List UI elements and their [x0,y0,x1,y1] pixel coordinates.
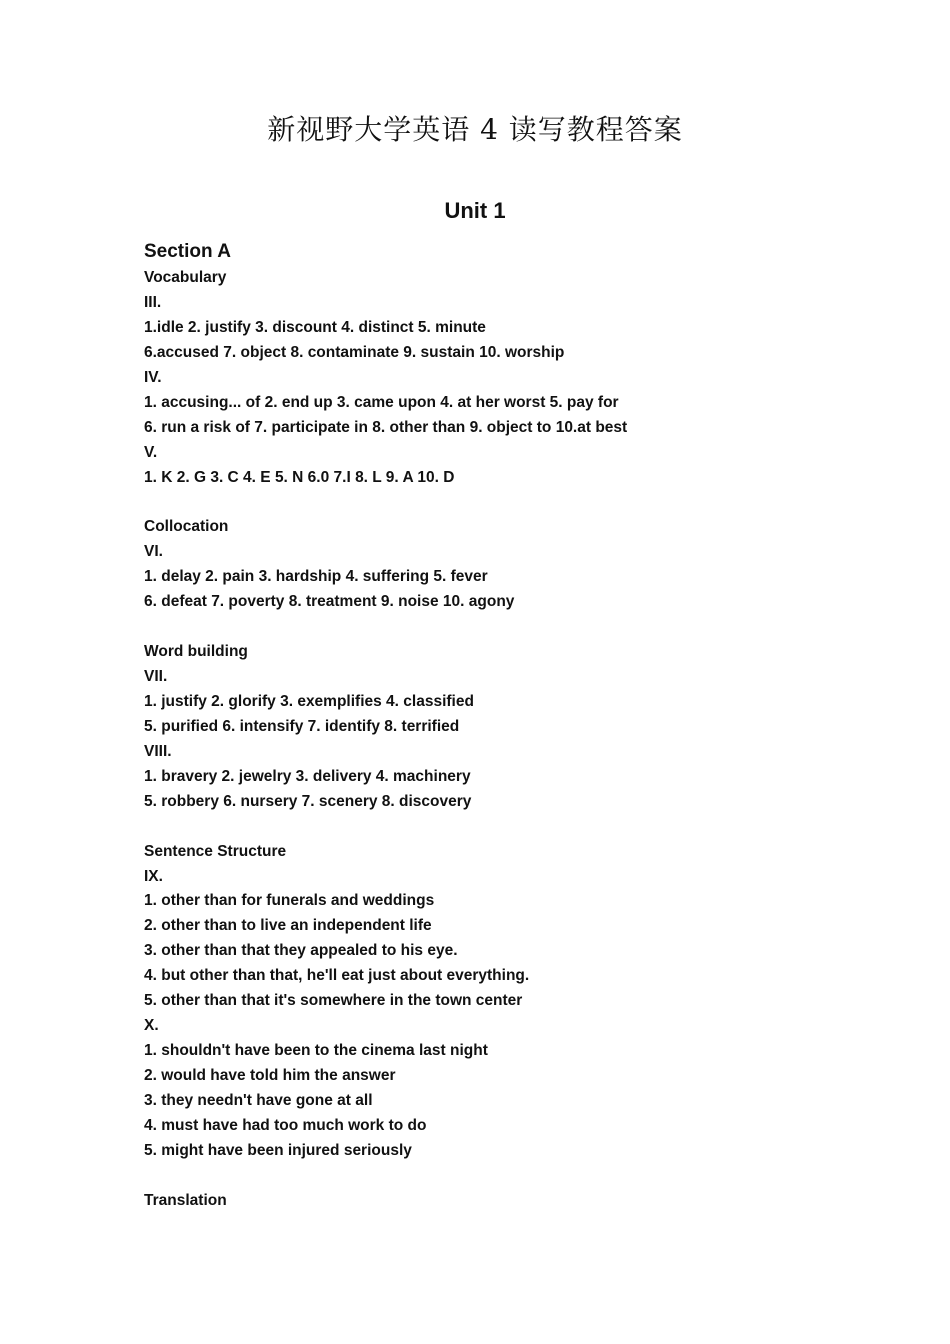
word-building-heading: Word building [144,643,248,661]
collocation-heading: Collocation [144,518,229,536]
answer-line: 2. would have told him the answer [144,1067,396,1084]
exercise-label-viii: VIII. [144,742,172,760]
answer-line: 5. robbery 6. nursery 7. scenery 8. discovery [144,792,472,810]
answer-line: 2. other than to live an independent life [144,917,432,935]
exercise-label-iii: III. [144,293,162,311]
answer-line: 1. bravery 2. jewelry 3. delivery 4. machinery [144,767,471,785]
section-heading: Section A [144,241,231,262]
answer-line: 1.idle 2. justify 3. discount 4. distinct 5. minute [144,318,486,336]
exercise-label-vii: VII. [144,668,168,685]
exercise-label-x: X. [144,1017,159,1035]
spacer [144,490,864,515]
answer-line: 5. other than that it's somewhere in the town center [144,992,523,1010]
answer-line: 1. shouldn't have been to the cinema last night [144,1042,488,1060]
sentence-structure-heading: Sentence Structure [144,842,287,860]
answer-line: 4. but other than that, he'll eat just about everything. [144,967,530,985]
answer-line: 6.accused 7. object 8. contaminate 9. sustain 10. worship [144,343,565,361]
spacer [144,815,864,840]
exercise-label-iv: IV. [144,368,162,386]
answer-line: 6. run a risk of 7. participate in 8. other than 9. object to 10.at best [144,418,628,436]
exercise-label-vi: VI. [144,543,163,561]
answer-line: 5. purified 6. intensify 7. identify 8. terrified [144,717,460,735]
vocabulary-heading: Vocabulary [144,269,227,286]
answer-line: 3. other than that they appealed to his eye. [144,942,458,960]
answer-line: 3. they needn't have gone at all [144,1091,373,1109]
answer-line: 1. justify 2. glorify 3. exemplifies 4. classified [144,692,474,710]
spacer [144,1164,864,1189]
answer-line: 5. might have been injured seriously [144,1141,412,1159]
unit-title: Unit 1 [444,198,506,223]
translation-heading: Translation [144,1191,227,1209]
answer-line: 6. defeat 7. poverty 8. treatment 9. noise 10. agony [144,593,515,611]
exercise-label-v: V. [144,443,158,461]
exercise-label-ix: IX. [144,867,163,885]
answer-line: 4. must have had too much work to do [144,1116,427,1134]
answer-content [144,238,864,1214]
answer-line: 1. K 2. G 3. C 4. E 5. N 6.0 7.I 8. L 9. A 10. D [144,468,455,486]
answer-line: 1. accusing... of 2. end up 3. came upon 4. at her worst 5. pay for [144,393,619,411]
answer-line: 1. other than for funerals and weddings [144,892,435,910]
answer-line: 1. delay 2. pain 3. hardship 4. suffering 5. fever [144,568,488,586]
spacer [144,615,864,640]
document-title: 新视野大学英语 4 读写教程答案 [267,113,683,146]
